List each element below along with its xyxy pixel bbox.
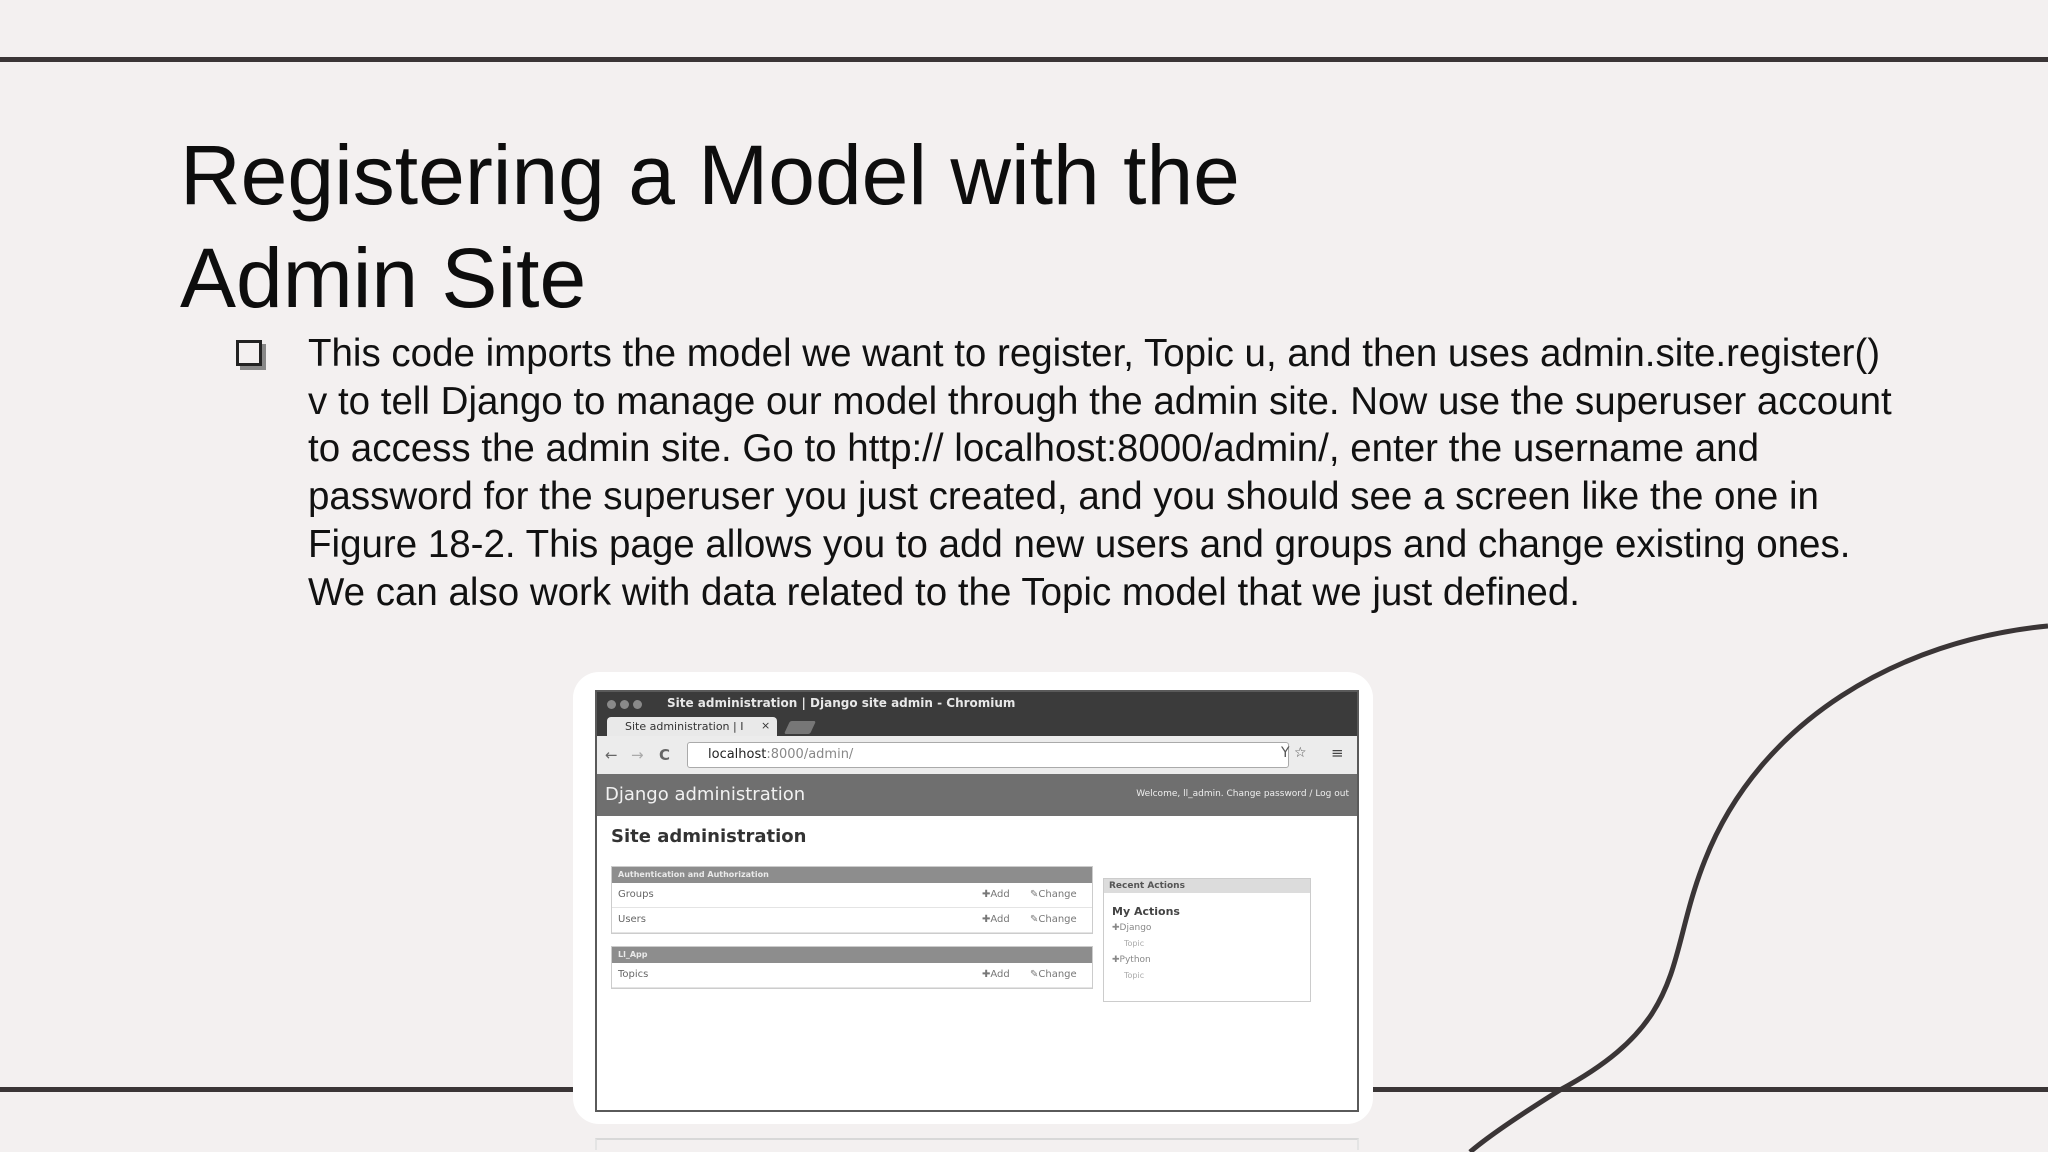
site-admin-title: Site administration [611, 826, 807, 847]
slide-title-line2: Admin Site [180, 231, 587, 325]
change-link: ✎Change [1030, 914, 1077, 925]
change-link: ✎Change [1030, 889, 1077, 900]
django-admin-title: Django administration [605, 784, 806, 805]
row-name: Groups [618, 889, 654, 900]
add-link: ✚Add [982, 969, 1010, 980]
url-host: localhost [708, 747, 767, 762]
address-url [708, 747, 853, 762]
slide-title [180, 124, 1480, 330]
close-window-icon [607, 700, 616, 709]
recent-action-item: ✚Python [1112, 955, 1151, 965]
add-link: ✚Add [982, 889, 1010, 900]
address-bar [687, 742, 1289, 768]
my-actions-label: My Actions [1112, 905, 1180, 918]
browser-toolbar [597, 736, 1357, 775]
url-path: :8000/admin/ [766, 747, 854, 762]
forward-arrow-icon: → [631, 746, 644, 764]
user-links: Welcome, ll_admin. Change password / Log out [1136, 789, 1349, 799]
back-arrow-icon: ← [605, 746, 618, 764]
window-titlebar [597, 692, 1357, 714]
tab-bar [597, 714, 1357, 736]
bookmark-star-icon: Y ☆ [1281, 745, 1307, 761]
row-name: Topics [618, 969, 649, 980]
checkbox-bullet-icon [236, 340, 262, 366]
reload-icon: C [659, 746, 671, 764]
app-module [611, 946, 1093, 989]
screenshot-reflection [595, 1138, 1359, 1150]
module-heading: Ll_App [612, 947, 1092, 963]
new-tab-icon [784, 721, 816, 734]
recent-action-type: Topic [1124, 939, 1145, 948]
django-header [597, 774, 1357, 816]
row-name: Users [618, 914, 647, 925]
browser-screenshot [595, 690, 1359, 1112]
recent-action-type: Topic [1124, 971, 1145, 980]
auth-module [611, 866, 1093, 934]
change-link: ✎Change [1030, 969, 1077, 980]
window-title: Site administration | Django site admin - Chromium [667, 696, 1016, 710]
browser-tab [607, 717, 777, 736]
table-row [612, 883, 1092, 908]
module-heading: Authentication and Authorization [612, 867, 1092, 883]
maximize-window-icon [633, 700, 642, 709]
add-link: ✚Add [982, 914, 1010, 925]
slide-title-line1: Registering a Model with the [180, 128, 1240, 222]
table-row [612, 908, 1092, 933]
recent-actions-panel [1103, 878, 1311, 1002]
recent-action-item: ✚Django [1112, 923, 1152, 933]
top-divider [0, 57, 2048, 62]
tab-close-icon: × [761, 719, 771, 732]
recent-actions-heading: Recent Actions [1104, 879, 1310, 893]
minimize-window-icon [620, 700, 629, 709]
table-row [612, 963, 1092, 988]
browser-menu-icon: ≡ [1331, 744, 1344, 762]
tab-label: Site administration | I [625, 720, 744, 733]
bullet-text: This code imports the model we want to register, Topic u, and then uses admin.site.register() v to tell Django to manage our model through the admin site. Now use the superuser account to access the admin site. Go to http:// localhost:8000/admin/, enter the username and password for the superuser you just created, and you should see a screen like the one in Figure 18-2. This page allows you to add new users and groups and change existing ones. We can also work with data related to the Topic model that we just defined. [308, 332, 1892, 614]
window-controls [607, 698, 646, 712]
